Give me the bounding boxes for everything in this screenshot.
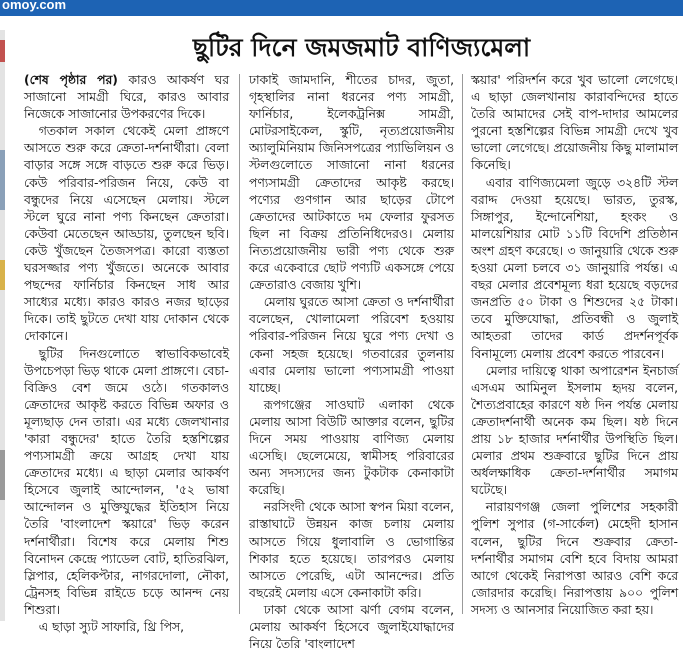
- article-column-3: [471, 72, 678, 618]
- article-paragraph: [24, 346, 229, 620]
- paragraph-text: ঢাকা থেকে আসা ঝর্ণা বেগম বলেন, মেলায় আকর্ষণ হিসেবে জুলাইযোদ্ধাদের নিয়ে তৈরি 'বাংলাদেশ: [249, 602, 454, 652]
- paragraph-text: স্কয়ার' পরিদর্শন করে খুব ভালো লেগেছে। এ ছাড়া জেলখানায় কারাবন্দিদের হাতে তৈরি আমাদের সেই বাপ-দাদার আমলের পুরনো হস্তশিল্পের বিভিন্ন সামগ্রী দেখে খুব ভালো লেগেছে। প্রয়োজনীয় কিছু মালামাল কিনেছি।: [471, 73, 678, 173]
- article-paragraph: [471, 175, 678, 363]
- article-paragraph: [24, 72, 229, 123]
- paragraph-text: গতকাল সকাল থেকেই মেলা প্রাঙ্গণে আসতে শুরু করে ক্রেতা-দর্শনার্থীরা। বেলা বাড়ার সঙ্গে সঙ্গে বাড়তে শুরু করে ভিড়। কেউ পরিবার-পরিজন নিয়ে, কেউ বা বন্ধুদের নিয়ে এসেছেন মেলায়। স্টলে স্টলে ঘুরে নানা পণ্য কিনছেন ক্রেতারা। কেউবা মেতেছেন আড্ডায়, তুলছেন ছবি। কেউ খুঁজছেন তৈজসপত্র। কারো ব্যস্ততা ঘরসজ্জার পণ্য খুঁজতে। অনেকে আবার পছন্দের ফার্নিচার কিনছেন সাধ আর সাধ্যের মধ্যে। কারও কারও নজর ছাড়ের দিকে। তাই ছুটতে দেখা যায় দোকান থেকে দোকানে।: [24, 124, 229, 344]
- paragraph-text: নারায়ণগঞ্জ জেলা পুলিশের সহকারী পুলিশ সুপার (গ-সার্কেল) মেহেদী হাসান বলেন, ছুটির দিনে শুক্রবার ক্রেতা-দর্শনার্থীর সমাগম বেশি হবে বিদায় আমরা আগে থেকেই নিরাপত্তা আরও বেশি করে জোরদার করেছি। নিরাপত্তায় ৯০০ পুলিশ সদস্য ও আনসার নিয়োজিত করা হয়।: [471, 500, 678, 617]
- article-paragraph: [249, 602, 454, 653]
- article-paragraph: [471, 363, 678, 500]
- article-paragraph: [471, 499, 678, 619]
- continuation-label: (শেষ পৃষ্ঠার পর): [24, 73, 118, 87]
- paragraph-text: রূপগঞ্জের সাওঘাট এলাকা থেকে মেলায় আসা বিউটি আক্তার বলেন, ছুটির দিনে সময় পাওয়ায় বাণিজ্য মেলায় এসেছি। ছেলেমেয়ে, স্বামীসহ পরিবারের অন্য সদস্যদের জন্য টুকটাক কেনাকাটা করেছি।: [249, 397, 454, 498]
- paragraph-text: মেলার দায়িত্বে থাকা অপারেশন ইনচার্জ এসএম আমিনুল ইসলাম হৃদয় বলেন, শৈত্যপ্রবাহের কারণে ষষ্ঠ দিন পর্যন্ত মেলায় ক্রেতাদর্শনার্থী অনেক কম ছিল। ষষ্ঠ দিনে প্রায় ১৮ হাজার দর্শনার্থীর উপস্থিতি ছিল। মেলার প্রথম শুক্রবারে ছুটির দিনে প্রায় অর্ধলক্ষাধিক ক্রেতা-দর্শনার্থীর সমাগম ঘটেছে।: [471, 363, 678, 498]
- paragraph-text: মেলায় ঘুরতে আসা ক্রেতা ও দর্শনার্থীরা বলেছেন, খোলামেলা পরিবেশ হওয়ায় পরিবার-পরিজন নিয়ে ঘুরে পণ্য দেখা ও কেনা সহজ হয়েছে। গতবারের তুলনায় এবার মেলায় ভালো পণ্যসামগ্রী পাওয়া যাচ্ছে।: [249, 295, 454, 395]
- site-name[interactable]: omoy.com: [2, 0, 67, 12]
- page-edge-strip: [0, 30, 5, 621]
- article-paragraph: [24, 123, 229, 345]
- article-paragraph: [249, 72, 454, 294]
- column-divider: [462, 74, 463, 614]
- article-headline: ছুটির দিনে জমজমাট বাণিজ্যমেলা: [192, 33, 531, 62]
- article-paragraph: [249, 499, 454, 602]
- article-paragraph: [24, 619, 229, 636]
- column-divider: [239, 74, 240, 614]
- paragraph-text: ঢাকাই জামদানি, শীতের চাদর, জুতা, গৃহস্থালির নানা ধরনের পণ্য সামগ্রী, ফার্নিচার, ইলেকট্রনিক্স সামগ্রী, মোটরসাইকেল, স্কুটি, নৃত্যপ্রয়োজনীয় অ্যালুমিনিয়াম জিনিসপত্রের প্যাভিলিয়ন ও স্টলগুলোতে সাজানো নানা ধরনের পণ্যসামগ্রী ক্রেতাদের আকৃষ্ট করছে। পণ্যের গুণগান আর ছাড়ের টোপে ক্রেতাদের আটকাতে দম ফেলার ফুরসত ছিল না বিক্রয় প্রতিনিধিদেরও। মেলায় নিত্যপ্রয়োজনীয় ভারী পণ্য থেকে শুরু করে একেবারে ছোট পণ্যটি একসঙ্গে পেয়ে ক্রেতারাও বেজায় খুশি।: [249, 73, 454, 293]
- article-column-1: [24, 72, 230, 634]
- site-header-bar: [0, 0, 683, 16]
- article-paragraph: [471, 72, 678, 175]
- article-paragraph: [249, 397, 454, 500]
- paragraph-text: নরসিংদী থেকে আসা স্বপন মিয়া বলেন, রাস্তাঘাটে উন্নয়ন কাজ চলায় মেলায় আসতে গিয়ে ধুলাবালি ও ভোগান্তির শিকার হতে হয়েছে। তারপরও মেলায় আসতে পেরেছি, এটা আনন্দের। প্রতি বছরেই মেলায় এসে কেনাকাটা করি।: [249, 500, 454, 600]
- paragraph-text: এবার বাণিজ্যমেলা জুড়ে ৩২৪টি স্টল বরাদ্দ দেওয়া হয়েছে। ভারত, তুরস্ক, সিঙ্গাপুর, ইন্দোনেশিয়া, হংকং ও মালয়েশিয়ার মোট ১১টি বিদেশি প্রতিষ্ঠান অংশ গ্রহণ করেছে। ৩ জানুয়ারি থেকে শুরু হওয়া মেলা চলবে ৩১ জানুয়ারি পর্যন্ত। এ বছর মেলার প্রবেশমূল্য ধরা হয়েছে বড়দের জনপ্রতি ৫০ টাকা ও শিশুদের ২৫ টাকা। তবে মুক্তিযোদ্ধা, প্রতিবন্ধী ও জুলাই আহতরা তাদের কার্ড প্রদর্শনপূর্বক বিনামূল্যে মেলায় প্রবেশ করতে পারবেন।: [471, 175, 678, 361]
- paragraph-text: এ ছাড়া স্যুট সাফারি, থ্রি পিস,: [38, 620, 185, 634]
- article-paragraph: [249, 294, 454, 397]
- paragraph-text: ছুটির দিনগুলোতে স্বাভাবিকভাবেই উপচেপড়া ভিড় থাকে মেলা প্রাঙ্গণে। বেচা-বিক্রিও বেশ জমে ওঠে। গতকালও ক্রেতাদের আকৃষ্ট করতে বিভিন্ন অফার ও মূল্যছাড় দেন তারা। এর মধ্যে জেলখানার 'কারা বন্ধুদের' হাতে তৈরি হস্তশিল্পের পণ্যসামগ্রী ক্রয়ে আগ্রহ দেখা যায় ক্রেতাদের মধ্যে। এ ছাড়া মেলার আকর্ষণ হিসেবে জুলাই আন্দোলন, '৫২ ভাষা আন্দোলন ও মুক্তিযুদ্ধের ইতিহাস নিয়ে তৈরি 'বাংলাদেশ স্কয়ারে' ভিড় করেন দর্শনার্থীরা। বিশেষ করে মেলায় শিশু বিনোদন কেন্দ্রে প্যাডেল বোট, হাতিরঝিল, স্লিপার, হেলিকপ্টার, নাগরদোলা, নৌকা, ট্রেনসহ বিভিন্ন রাইডে চড়ে আনন্দ নেয় শিশুরা।: [24, 346, 229, 617]
- article-column-2: [249, 72, 454, 652]
- paragraph-text: কারও আকর্ষণ ঘর সাজানো সামগ্রী ঘিরে, কারও আবার নিজেকে সাজানোর উপকরণের দিকে।: [24, 73, 230, 122]
